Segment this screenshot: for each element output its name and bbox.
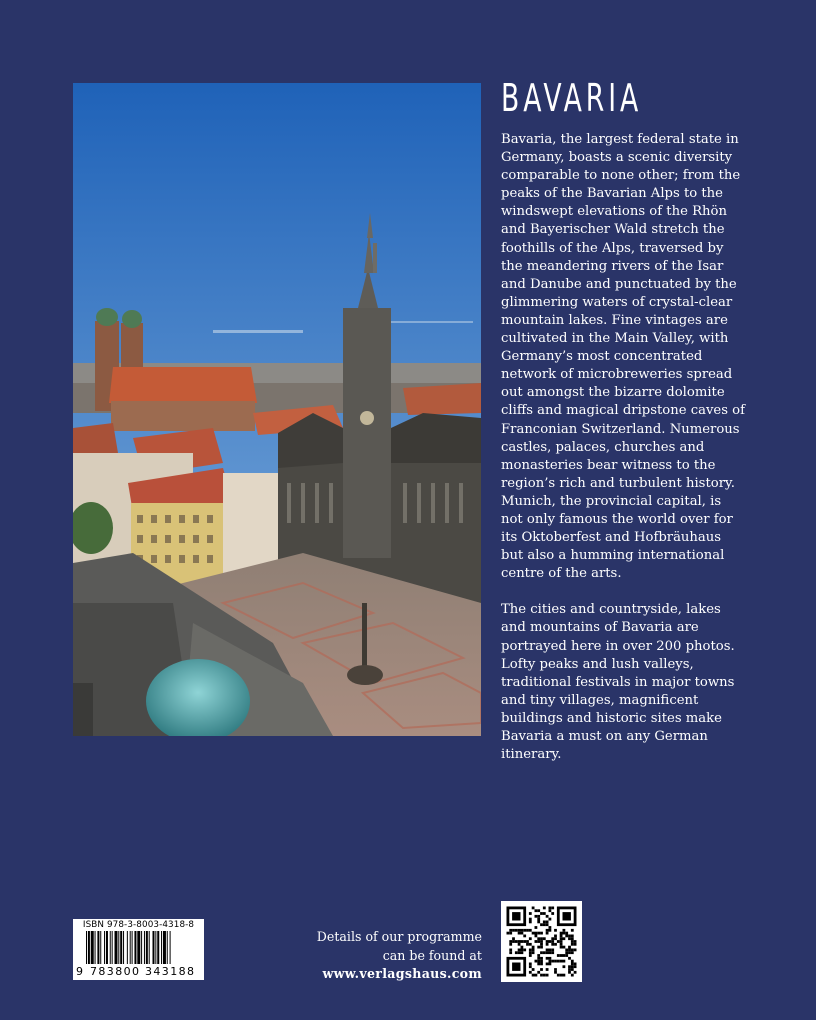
qr-module <box>571 949 574 952</box>
description-line: its Oktoberfest and Hofbräuhaus <box>501 530 722 546</box>
qr-module <box>529 918 532 921</box>
qr-module <box>560 954 563 957</box>
barcode-bar <box>157 931 159 964</box>
qr-module <box>543 921 546 924</box>
description-line: cultivated in the Main Valley, with <box>501 331 729 347</box>
qr-finder-core <box>512 963 520 971</box>
qr-module <box>540 946 543 949</box>
qr-module <box>521 949 524 952</box>
qr-module <box>537 940 540 943</box>
barcode-bar <box>115 931 118 964</box>
qr-module <box>560 940 563 943</box>
barcode-bar <box>149 931 150 964</box>
qr-module <box>537 960 540 963</box>
qr-module <box>554 960 557 963</box>
qr-module <box>560 960 563 963</box>
description-line: and mountains of Bavaria are <box>501 620 699 636</box>
barcode-bar <box>146 931 148 964</box>
description-line: portrayed here in over 200 photos. <box>501 638 735 654</box>
barcode-bar <box>132 931 133 964</box>
qr-module <box>571 968 574 971</box>
qr-module <box>529 929 532 932</box>
qr-module <box>540 957 543 960</box>
qr-module <box>551 943 554 946</box>
qr-module <box>532 949 535 952</box>
qr-finder-core <box>512 912 520 920</box>
barcode-bar <box>170 931 171 964</box>
qr-module <box>515 951 518 954</box>
qr-module <box>568 971 571 974</box>
qr-module <box>563 929 566 932</box>
description-line: monasteries bear witness to the <box>501 457 716 473</box>
description-line: and Danube and punctuated by the <box>501 276 737 292</box>
qr-module <box>537 921 540 924</box>
qr-module <box>549 963 552 966</box>
qr-module <box>560 935 563 938</box>
qr-module <box>554 943 557 946</box>
qr-module <box>565 954 568 957</box>
description-line: Munich, the provincial capital, is <box>501 493 722 509</box>
qr-module <box>571 951 574 954</box>
qr-module <box>571 940 574 943</box>
description-line: the meandering rivers of the Isar <box>501 258 724 274</box>
qr-module <box>571 963 574 966</box>
qr-module <box>518 951 521 954</box>
qr-module <box>540 912 543 915</box>
qr-module <box>571 937 574 940</box>
barcode-bar <box>130 931 131 964</box>
qr-module <box>560 946 563 949</box>
barcode-bar <box>97 931 99 964</box>
qr-module <box>546 963 549 966</box>
qr-module <box>540 974 543 977</box>
qr-module <box>563 974 566 977</box>
qr-module <box>540 960 543 963</box>
description-line: Lofty peaks and lush valleys, <box>501 656 694 672</box>
qr-module <box>551 907 554 910</box>
description-line: windswept elevations of the Rhön <box>501 204 727 220</box>
qr-module <box>568 965 571 968</box>
qr-module <box>537 909 540 912</box>
qr-module <box>507 932 510 935</box>
description <box>501 131 751 782</box>
barcode-bar <box>106 931 108 964</box>
qr-module <box>546 929 549 932</box>
qr-module <box>523 929 526 932</box>
qr-module <box>529 921 532 924</box>
qr-module <box>512 937 515 940</box>
qr-module <box>532 907 535 910</box>
qr-module <box>537 937 540 940</box>
qr-module <box>560 932 563 935</box>
description-line: not only famous the world over for <box>501 511 733 527</box>
qr-module <box>518 943 521 946</box>
description-paragraph-2 <box>501 601 751 764</box>
qr-module <box>537 932 540 935</box>
qr-module <box>537 915 540 918</box>
qr-module <box>537 946 540 949</box>
description-line: centre of the arts. <box>501 566 622 582</box>
qr-module <box>540 963 543 966</box>
barcode-bar <box>120 931 122 964</box>
qr-module <box>509 929 512 932</box>
description-line: buildings and historic sites make <box>501 710 722 726</box>
barcode-bar <box>155 931 156 964</box>
qr-module <box>540 951 543 954</box>
barcode-bar <box>86 931 87 964</box>
qr-module <box>535 932 538 935</box>
barcode-bar <box>167 931 168 964</box>
qr-module <box>515 940 518 943</box>
qr-module <box>540 943 543 946</box>
qr-module <box>574 949 577 952</box>
qr-module <box>574 965 577 968</box>
website-link[interactable]: www.verlagshaus.com <box>322 966 482 981</box>
qr-module <box>563 946 566 949</box>
qr-module <box>546 915 549 918</box>
qr-code[interactable] <box>501 901 582 982</box>
qr-module <box>571 965 574 968</box>
qr-module <box>560 974 563 977</box>
qr-module <box>509 932 512 935</box>
qr-module <box>549 907 552 910</box>
qr-module <box>537 963 540 966</box>
qr-module <box>546 957 549 960</box>
qr-module <box>568 946 571 949</box>
barcode-bar <box>163 931 166 964</box>
qr-module <box>543 937 546 940</box>
qr-module <box>540 932 543 935</box>
book-title: BAVARIA <box>501 76 643 120</box>
qr-module <box>523 949 526 952</box>
barcode-bar <box>123 931 124 964</box>
qr-module <box>518 932 521 935</box>
qr-module <box>521 940 524 943</box>
qr-module <box>543 923 546 926</box>
qr-module <box>571 935 574 938</box>
barcode-bar <box>161 931 162 964</box>
qr-module <box>515 929 518 932</box>
description-line: Germany’s most concentrated <box>501 349 703 365</box>
description-line: Germany, boasts a scenic diversity <box>501 150 733 166</box>
qr-module <box>512 940 515 943</box>
description-line: but also a humming international <box>501 548 725 564</box>
qr-module <box>568 949 571 952</box>
barcode-bar <box>88 931 90 964</box>
ean-right-digits: 343188 <box>145 965 196 978</box>
qr-module <box>540 923 543 926</box>
description-line: castles, palaces, churches and <box>501 439 705 455</box>
qr-module <box>565 932 568 935</box>
barcode-bar <box>100 931 101 964</box>
description-line: peaks of the Bavarian Alps to the <box>501 186 723 202</box>
qr-module <box>521 951 524 954</box>
qr-module <box>535 940 538 943</box>
qr-module <box>546 923 549 926</box>
qr-module <box>535 909 538 912</box>
qr-module <box>535 960 538 963</box>
qr-module <box>551 937 554 940</box>
qr-module <box>518 949 521 952</box>
description-line: out amongst the bizarre dolomite <box>501 385 725 401</box>
description-line: itinerary. <box>501 747 562 763</box>
qr-module <box>540 968 543 971</box>
description-line: cliffs and magical dripstone caves of <box>501 403 746 419</box>
qr-module <box>551 951 554 954</box>
qr-module <box>532 974 535 977</box>
cover-photo <box>73 83 481 736</box>
qr-module <box>546 968 549 971</box>
qr-module <box>574 940 577 943</box>
barcode-bar <box>110 931 111 964</box>
qr-module <box>535 935 538 938</box>
qr-module <box>571 960 574 963</box>
qr-module <box>549 940 552 943</box>
qr-module <box>574 963 577 966</box>
description-line: Franconian Switzerland. Numerous <box>501 421 740 437</box>
qr-module <box>529 951 532 954</box>
qr-module <box>512 929 515 932</box>
qr-module <box>560 937 563 940</box>
barcode-bar <box>153 931 155 964</box>
qr-module <box>565 951 568 954</box>
qr-module <box>563 932 566 935</box>
qr-module <box>571 929 574 932</box>
qr-module <box>551 912 554 915</box>
qr-module <box>529 949 532 952</box>
qr-module <box>549 918 552 921</box>
isbn-text: ISBN 978-3-8003-4318-8 <box>82 920 195 930</box>
qr-module <box>521 932 524 935</box>
barcode-bar <box>104 931 105 964</box>
qr-module <box>518 940 521 943</box>
qr-module <box>549 949 552 952</box>
qr-module <box>565 935 568 938</box>
qr-module <box>549 926 552 929</box>
description-line: foothills of the Alps, traversed by <box>501 240 724 256</box>
qr-module <box>537 957 540 960</box>
qr-module <box>509 943 512 946</box>
description-line: comparable to none other; from the <box>501 168 741 184</box>
description-line: and tiny villages, magnificent <box>501 692 699 708</box>
barcode-bar <box>91 931 94 964</box>
qr-module <box>529 937 532 940</box>
qr-module <box>523 935 526 938</box>
qr-module <box>546 974 549 977</box>
barcode-bar <box>141 931 142 964</box>
qr-module <box>557 974 560 977</box>
description-line: network of microbreweries spread <box>501 367 733 383</box>
isbn-barcode <box>73 919 204 980</box>
qr-module <box>521 946 524 949</box>
description-line: Bavaria, the largest federal state in <box>501 132 739 147</box>
qr-module <box>526 940 529 943</box>
qr-module <box>540 940 543 943</box>
qr-module <box>529 963 532 966</box>
qr-module <box>543 974 546 977</box>
qr-module <box>554 937 557 940</box>
qr-module <box>532 968 535 971</box>
qr-module <box>554 929 557 932</box>
qr-module <box>546 932 549 935</box>
qr-module <box>554 971 557 974</box>
qr-module <box>535 926 538 929</box>
ean-left-digits: 783800 <box>90 965 141 978</box>
qr-module <box>526 943 529 946</box>
qr-module <box>546 921 549 924</box>
barcode-bar <box>127 931 128 964</box>
qr-module <box>563 965 566 968</box>
qr-module <box>574 943 577 946</box>
programme-line-1: Details of our programme <box>316 929 482 944</box>
qr-module <box>563 960 566 963</box>
qr-module <box>537 918 540 921</box>
qr-module <box>529 954 532 957</box>
qr-module <box>551 940 554 943</box>
qr-module <box>574 971 577 974</box>
barcode-bar <box>118 931 119 964</box>
qr-module <box>529 965 532 968</box>
qr-module <box>571 943 574 946</box>
qr-module <box>546 943 549 946</box>
qr-module <box>549 957 552 960</box>
barcode-bar <box>144 931 145 964</box>
qr-module <box>518 929 521 932</box>
qr-module <box>537 971 540 974</box>
qr-module <box>509 949 512 952</box>
qr-module <box>568 937 571 940</box>
qr-module <box>537 954 540 957</box>
qr-module <box>560 943 563 946</box>
description-line: mountain lakes. Fine vintages are <box>501 312 728 328</box>
qr-module <box>509 940 512 943</box>
programme-line-2: can be found at <box>382 947 482 963</box>
description-line: region’s rich and turbulent history. <box>501 475 735 491</box>
qr-module <box>571 974 574 977</box>
qr-module <box>543 951 546 954</box>
qr-module <box>568 968 571 971</box>
description-line: and Bayerischer Wald stretch the <box>501 222 725 238</box>
qr-module <box>554 935 557 938</box>
qr-module <box>551 949 554 952</box>
qr-code-pattern <box>501 901 582 982</box>
qr-module <box>549 909 552 912</box>
qr-module <box>529 971 532 974</box>
qr-module <box>549 951 552 954</box>
qr-module <box>549 929 552 932</box>
qr-module <box>546 951 549 954</box>
qr-module <box>540 937 543 940</box>
qr-module <box>563 937 566 940</box>
barcode-bar <box>112 931 113 964</box>
qr-module <box>526 929 529 932</box>
qr-module <box>549 960 552 963</box>
qr-module <box>535 974 538 977</box>
qr-module <box>529 943 532 946</box>
ean-lead-digit: 9 <box>76 965 83 978</box>
description-line: traditional festivals in major towns <box>501 674 735 690</box>
qr-module <box>563 954 566 957</box>
qr-module <box>557 940 560 943</box>
qr-module <box>532 951 535 954</box>
qr-module <box>568 935 571 938</box>
qr-module <box>509 951 512 954</box>
qr-module <box>529 912 532 915</box>
qr-module <box>546 940 549 943</box>
qr-module <box>557 960 560 963</box>
programme-info <box>317 928 482 984</box>
barcode-bar <box>95 931 96 964</box>
qr-module <box>554 968 557 971</box>
qr-module <box>523 940 526 943</box>
qr-module <box>565 949 568 952</box>
barcode-bar <box>134 931 136 964</box>
barcode-bar <box>137 931 140 964</box>
qr-module <box>568 951 571 954</box>
qr-module <box>543 907 546 910</box>
qr-finder-core <box>563 912 571 920</box>
qr-module <box>532 946 535 949</box>
qr-module <box>546 949 549 952</box>
description-line: The cities and countryside, lakes <box>501 602 721 618</box>
description-line: glimmering waters of crystal-clear <box>501 294 733 310</box>
qr-module <box>551 960 554 963</box>
qr-module <box>532 932 535 935</box>
description-paragraph-1 <box>501 131 751 583</box>
description-line: Bavaria a must on any German <box>501 729 708 744</box>
qr-module <box>521 929 524 932</box>
qr-module <box>543 912 546 915</box>
qr-module <box>557 954 560 957</box>
qr-module <box>535 915 538 918</box>
qr-module <box>568 957 571 960</box>
